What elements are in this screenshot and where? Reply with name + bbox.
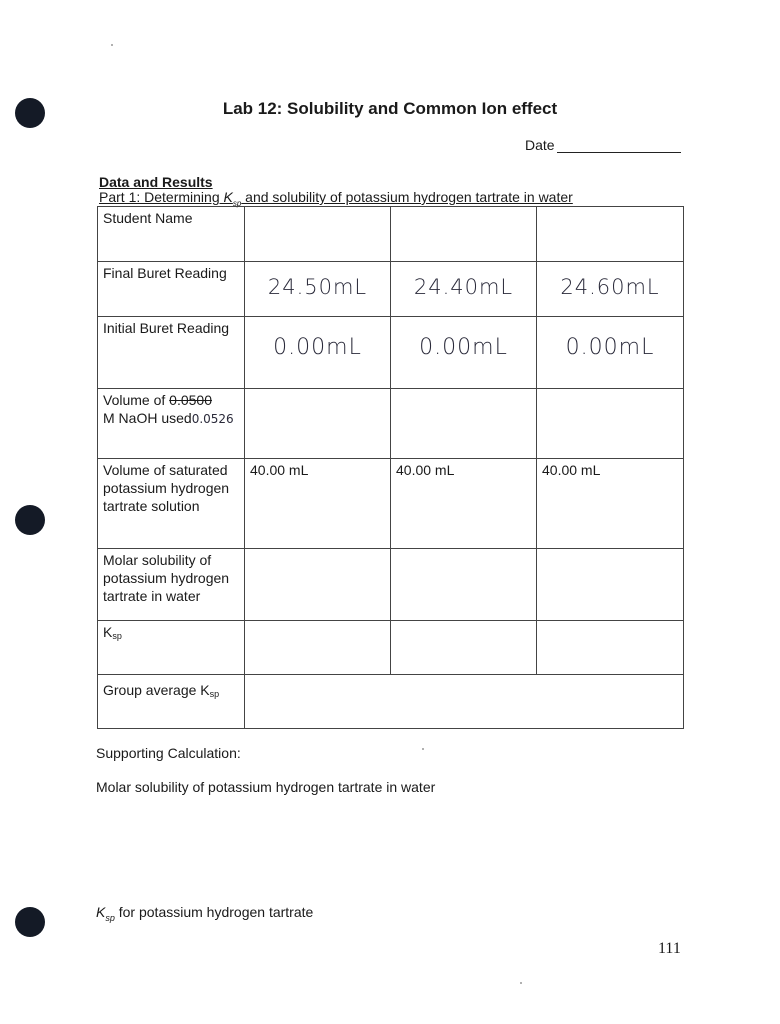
support-k: K (96, 904, 106, 920)
data-table (97, 206, 684, 729)
row-label: Initial Buret Reading (98, 317, 245, 389)
saturated-volume-cell-1: 40.00 mL (245, 459, 391, 549)
part-prefix: Part 1: Determining (99, 189, 224, 205)
naoh-cell-1[interactable] (245, 389, 391, 459)
naoh-cell-2[interactable] (391, 389, 537, 459)
saturated-volume-cell-3: 40.00 mL (537, 459, 684, 549)
part-k: K (223, 189, 233, 205)
scan-speck (520, 982, 522, 984)
molar-solubility-cell-2[interactable] (391, 549, 537, 621)
scan-speck (422, 748, 424, 750)
row-label-naoh (98, 389, 245, 459)
table-row-group-average (98, 675, 684, 729)
date-blank-line[interactable] (557, 138, 681, 153)
part-suffix: and solubility of potassium hydrogen tartrate in water (241, 189, 573, 205)
handwritten-value: 0.00mL (419, 335, 508, 360)
ksp-cell-2[interactable] (391, 621, 537, 675)
support-sub: sp (105, 912, 115, 923)
final-buret-cell-1[interactable] (245, 262, 391, 317)
student-name-cell-1[interactable] (245, 207, 391, 262)
naoh-label-prefix: Volume of (103, 392, 170, 408)
saturated-volume-cell-2: 40.00 mL (391, 459, 537, 549)
handwritten-value: 24.40mL (413, 275, 514, 299)
section-heading: Data and Results (99, 174, 213, 190)
handwritten-value: 24.50mL (267, 275, 368, 299)
molar-solubility-cell-1[interactable] (245, 549, 391, 621)
student-name-cell-3[interactable] (537, 207, 684, 262)
scan-speck (111, 44, 113, 46)
table-row-ksp (98, 621, 684, 675)
ksp-sub: sp (112, 631, 122, 641)
handwritten-value: 24.60mL (560, 275, 660, 299)
ksp-cell-3[interactable] (537, 621, 684, 675)
table-row-saturated-volume (98, 459, 684, 549)
table-row-naoh-volume (98, 389, 684, 459)
row-label: Student Name (98, 207, 245, 262)
date-label: Date (525, 137, 555, 153)
naoh-struck-concentration: 0.0500 (169, 392, 212, 408)
row-label: Final Buret Reading (98, 262, 245, 317)
handwritten-value: 0.00mL (565, 335, 655, 360)
group-average-sub: sp (209, 689, 220, 699)
table-row-molar-solubility (98, 549, 684, 621)
group-average-prefix: Group average K (103, 682, 210, 698)
handwritten-value: 0.00mL (273, 335, 362, 360)
naoh-handwritten-concentration: 0.0526 (191, 412, 234, 426)
ksp-k: K (103, 624, 113, 640)
binder-hole-middle (15, 505, 45, 535)
row-label-ksp (98, 621, 245, 675)
group-average-cell[interactable] (245, 675, 684, 729)
row-label: Molar solubility of potassium hydrogen tartrate in water (98, 549, 245, 621)
page-number: 111 (658, 940, 681, 957)
part-sub: sp (232, 198, 242, 208)
student-name-cell-2[interactable] (391, 207, 537, 262)
row-label-group-average (98, 675, 245, 729)
date-field[interactable] (525, 137, 681, 153)
table-row-final-buret (98, 262, 684, 317)
final-buret-cell-3[interactable] (537, 262, 684, 317)
ksp-cell-1[interactable] (245, 621, 391, 675)
naoh-cell-3[interactable] (537, 389, 684, 459)
initial-buret-cell-1[interactable] (245, 317, 391, 389)
part-heading (99, 189, 573, 208)
page-title: Lab 12: Solubility and Common Ion effect (222, 99, 558, 118)
table-row-student-name (98, 207, 684, 262)
initial-buret-cell-2[interactable] (391, 317, 537, 389)
row-label: Volume of saturated potassium hydrogen tartrate solution (98, 459, 245, 549)
table-row-initial-buret (98, 317, 684, 389)
naoh-label-suffix: M NaOH used (103, 410, 192, 426)
supporting-item-ksp (96, 904, 313, 923)
support-suffix: for potassium hydrogen tartrate (114, 904, 314, 920)
final-buret-cell-2[interactable] (391, 262, 537, 317)
initial-buret-cell-3[interactable] (537, 317, 684, 389)
supporting-item-molar-solubility: Molar solubility of potassium hydrogen tartrate in water (96, 779, 436, 795)
supporting-calculation-label: Supporting Calculation: (96, 745, 241, 761)
molar-solubility-cell-3[interactable] (537, 549, 684, 621)
binder-hole-bottom (15, 907, 45, 937)
